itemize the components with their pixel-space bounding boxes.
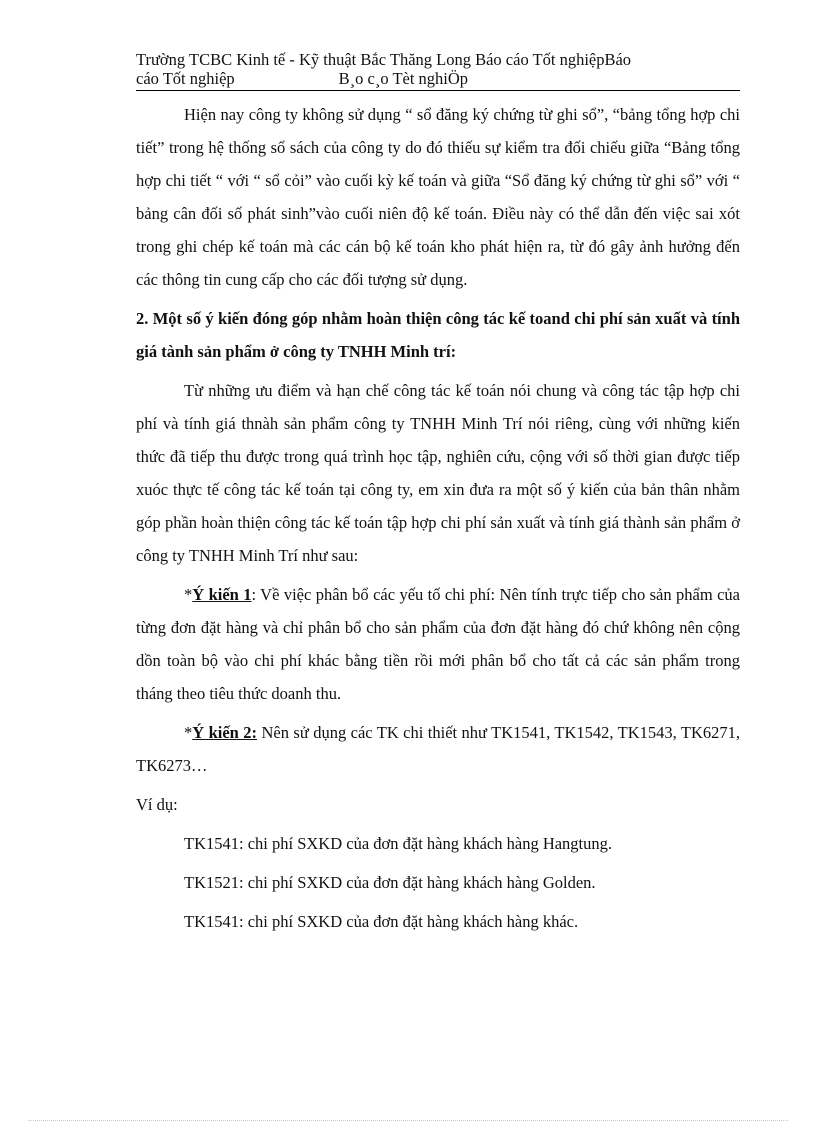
opinion-2-text: Nên sử dụng các TK chi thiết như TK1541, TK1542, TK1543, TK6271, TK6273… — [136, 723, 741, 775]
header-line-2-left: cáo Tốt nghiệp — [136, 69, 235, 88]
opinion-2-label: Ý kiến 2: — [192, 723, 258, 742]
section-heading-2: 2. Một số ý kiến đóng góp nhằm hoàn thiện công tác kế toand chi phí sản xuất và tính giá tành sản phẩm ở công ty TNHH Minh trí: — [136, 309, 740, 361]
header-line-1: Trường TCBC Kinh tế - Kỹ thuật Bắc Thăng Long Báo cáo Tốt nghiệpBáo — [136, 50, 632, 69]
document-body — [136, 98, 740, 938]
header-line-2 — [136, 69, 740, 88]
example-item-2: TK1521: chi phí SXKD của đơn đặt hàng khách hàng Golden. — [184, 873, 596, 892]
page-bottom-divider — [28, 1120, 788, 1121]
opinion-1-label: Ý kiến 1 — [192, 585, 252, 604]
example-item-3: TK1541: chi phí SXKD của đơn đặt hàng khách hàng khác. — [184, 912, 579, 931]
opinion-1-text: : Về việc phân bổ các yếu tố chi phí: Nên tính trực tiếp cho sản phẩm của từng đơn đặt hàng và chỉ phân bổ cho sản phẩm của đơn đặt hàng đó chứ không nên cộng dồn toàn bộ vào chi phí khác bằng tiền rồi mới phân bổ cho tất cả các sản phẩm trong tháng theo tiêu thức doanh thu. — [136, 585, 740, 703]
example-item-1: TK1541: chi phí SXKD của đơn đặt hàng khách hàng Hangtung. — [184, 834, 613, 853]
opinion-1 — [136, 578, 740, 710]
paragraph-2: Từ những ưu điểm và hạn chế công tác kế toán nói chung và công tác tập hợp chi phí và tính giá thnàh sản phẩm công ty TNHH Minh Trí nói riêng, cùng với những kiến thức đã tiếp thu được trong quá trình học tập, nghiên cứu, cộng với số thời gian được tiếp xuóc thực tế công tác kế toán tại công ty, em xin đưa ra một số ý kiến của bản thân nhằm góp phần hoàn thiện công tác kế toán tập hợp chi phí sản xuất và tính giá thành sản phẩm ở công ty TNHH Minh Trí như sau: — [136, 381, 740, 565]
header-line-2-right: B¸o c¸o Tèt nghiÖp — [338, 69, 469, 88]
opinion-2 — [136, 716, 740, 782]
page-header — [136, 50, 740, 91]
opinion-2-star: * — [184, 723, 193, 742]
opinion-1-star: * — [184, 585, 193, 604]
example-label: Ví dụ: — [136, 795, 178, 814]
paragraph-1: Hiện nay công ty không sử dụng “ sổ đăng ký chứng từ ghi sổ”, “bảng tổng hợp chi tiết” trong hệ thống sổ sách của công ty do đó thiếu sự kiểm tra đối chiếu giữa “Bảng tổng hợp chi tiết “ với “ sổ cỏi” vào cuối kỳ kế toán và giữa “Sổ đăng ký chứng từ ghi sổ” với “ bảng cân đối số phát sinh”vào cuối niên độ kế toán. Điều này có thể dẫn đến việc sai xót trong ghi chép kế toán mà các cán bộ kế toán kho phát hiện ra, từ đó gây ảnh hưởng đến các thông tin cung cấp cho các đối tượng sử dụng. — [136, 105, 740, 289]
